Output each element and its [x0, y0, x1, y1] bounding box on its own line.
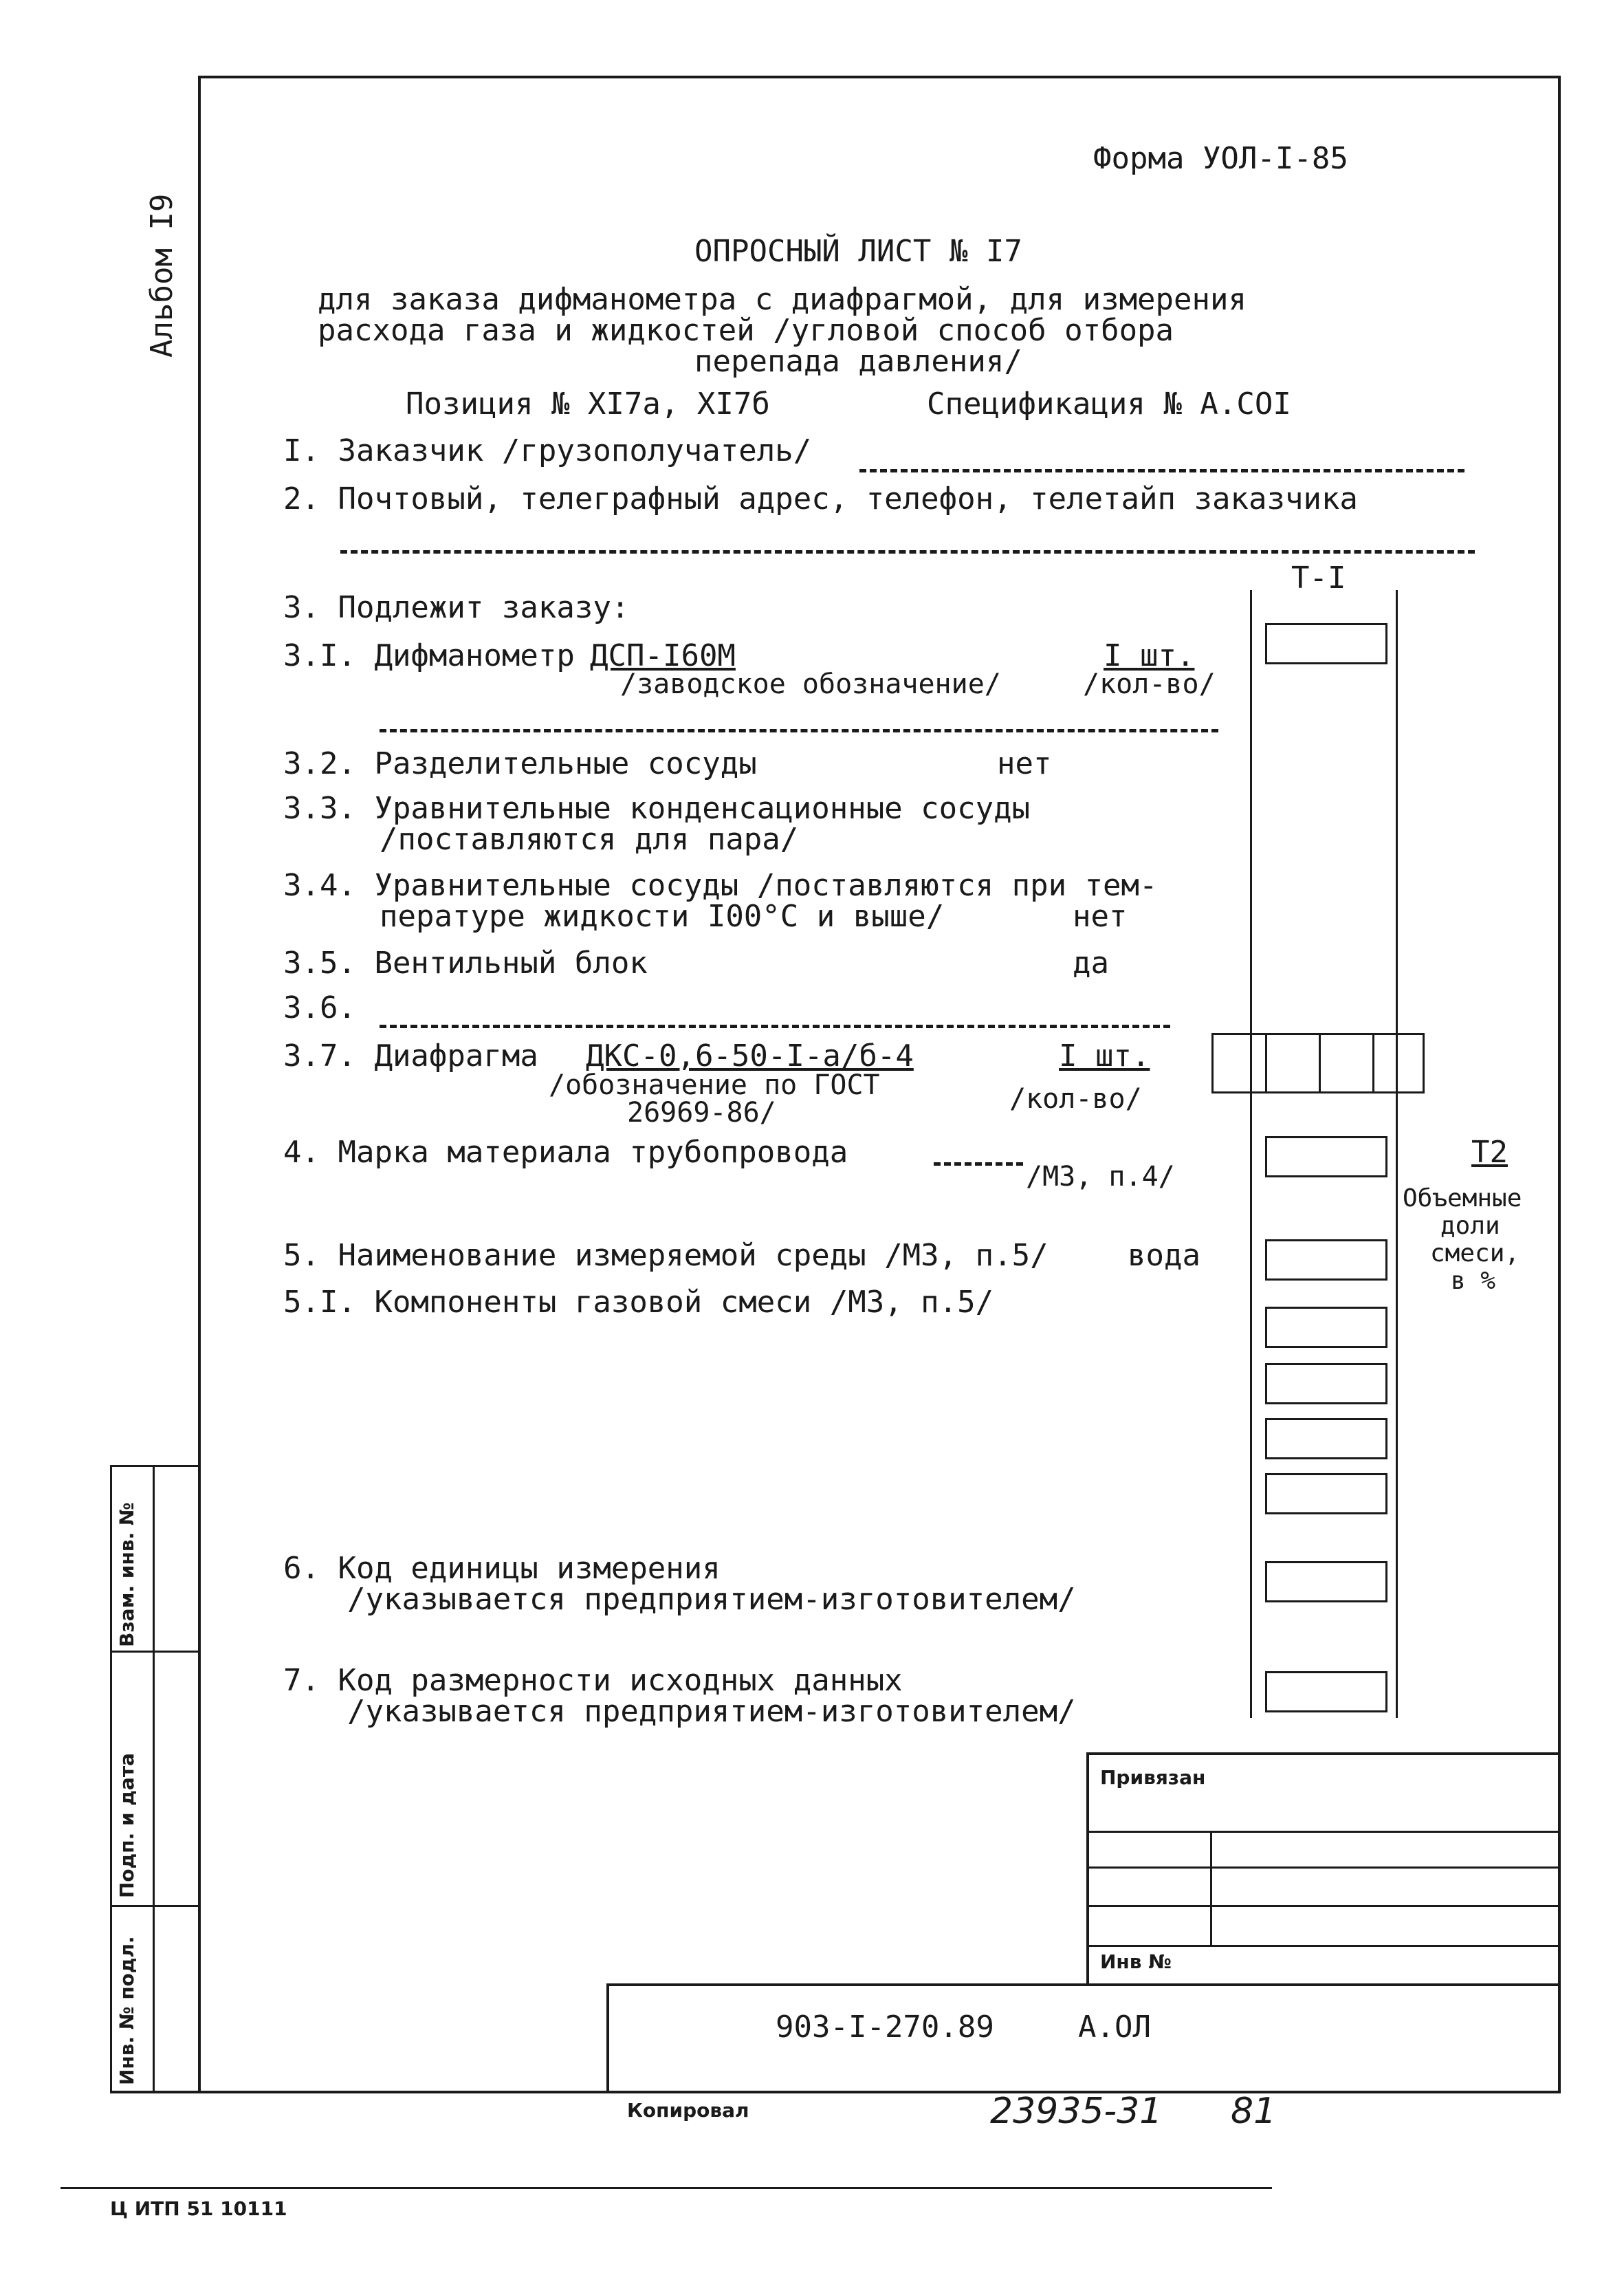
sidebar-cell-1: Взам. инв. №	[116, 1502, 138, 1647]
column-t2-note-4: в %	[1451, 1267, 1496, 1295]
sidebar-sep-1	[110, 1651, 198, 1653]
album-label: Альбом I9	[144, 193, 179, 358]
item-3-7-qty: I шт.	[1059, 1038, 1150, 1074]
item-3-1-value: ДСП-I60М	[590, 638, 736, 673]
diaphragm-block	[1211, 1033, 1425, 1093]
stamp-row-line-1	[1086, 1831, 1561, 1833]
column-box-3	[1265, 1239, 1387, 1281]
item-3-6-fill-line	[380, 1025, 1170, 1028]
item-3-label: 3. Подлежит заказу:	[283, 590, 630, 625]
item-2-fill-line	[340, 550, 1475, 554]
frame-top-border	[198, 76, 1561, 78]
diaphragm-div-3	[1372, 1033, 1374, 1093]
footer-rule	[61, 2187, 1272, 2189]
item-3-3-line-2: /поставляются для пара/	[380, 822, 799, 857]
column-box-8	[1265, 1561, 1387, 1602]
diaphragm-div-1	[1265, 1033, 1267, 1093]
item-3-1-note: /заводское обозначение/	[620, 668, 1001, 700]
stamp-row-line-3	[1086, 1905, 1561, 1907]
stamp-inv-no: Инв №	[1100, 1950, 1172, 1973]
stamp-col-line	[1210, 1831, 1212, 1945]
column-box-4	[1265, 1307, 1387, 1348]
sheet-label: А.ОЛ	[1078, 2010, 1151, 2045]
item-3-7-qty-note: /кол-во/	[1009, 1083, 1142, 1115]
stamp-row-line-4	[1086, 1945, 1561, 1947]
footer-kopiroval: Копировал	[627, 2099, 749, 2122]
item-3-3-line-1: 3.3. Уравнительные конденсационные сосуды	[283, 791, 1031, 826]
subtitle-line-1: для заказа дифманометра с диафрагмой, для измерения	[318, 282, 1247, 317]
item-7-line-1: 7. Код размерности исходных данных	[283, 1663, 903, 1698]
item-3-4-line-2: пературе жидкости I00°С и выше/	[380, 899, 945, 934]
item-3-7-label: 3.7. Диафрагма	[283, 1038, 538, 1074]
item-3-7-note-1: /обозначение по ГОСТ	[549, 1069, 880, 1101]
item-3-1-qty-note: /кол-во/	[1083, 668, 1216, 700]
sidebar-inner	[153, 1465, 155, 2091]
item-3-1-fill-line	[380, 729, 1218, 732]
item-3-1-label: 3.I. Дифманометр	[283, 638, 575, 673]
item-7-line-2: /указывается предприятием-изготовителем/	[347, 1694, 1076, 1729]
form-label: Форма УОЛ-I-85	[1093, 141, 1348, 176]
subtitle-line-2: расхода газа и жидкостей /угловой способ отбора	[318, 313, 1174, 348]
sidebar-outer-left	[110, 1465, 112, 2091]
column-box-2	[1265, 1136, 1387, 1177]
item-2-label: 2. Почтовый, телеграфный адрес, телефон, телетайп заказчика	[283, 481, 1358, 516]
item-4-note: /МЗ, п.4/	[1026, 1161, 1175, 1193]
document-code: 903-I-270.89	[776, 2010, 994, 2045]
item-1-fill-line	[859, 469, 1464, 472]
item-4-label: 4. Марка материала трубопровода	[283, 1135, 848, 1170]
item-3-7-note-2: 26969-86/	[627, 1097, 776, 1129]
footer-page-number: 81	[1231, 2091, 1277, 2132]
column-t1-label: Т-I	[1291, 560, 1346, 596]
item-6-line-2: /указывается предприятием-изготовителем/	[347, 1582, 1076, 1617]
item-5-value: вода	[1128, 1238, 1200, 1273]
column-left-line	[1250, 590, 1252, 1718]
frame-left-border	[198, 76, 201, 2093]
item-3-4-value: нет	[1073, 899, 1128, 934]
position-field: Позиция № XI7а, XI7б	[406, 387, 770, 422]
sidebar-sep-2	[110, 1905, 198, 1907]
frame-right-border	[1558, 76, 1561, 2093]
footer-tsitp: Ц ИТП 51 10111	[110, 2197, 287, 2220]
item-6-line-1: 6. Код единицы измерения	[283, 1551, 721, 1586]
subtitle-line-3: перепада давления/	[694, 344, 1022, 379]
item-3-2-value: нет	[997, 746, 1052, 781]
stamp-row-line-2	[1086, 1866, 1561, 1869]
item-5-label: 5. Наименование измеряемой среды /МЗ, п.5/	[283, 1238, 1049, 1273]
column-right-line	[1396, 590, 1398, 1718]
column-box-9	[1265, 1671, 1387, 1712]
column-box-5	[1265, 1363, 1387, 1404]
sidebar-cell-2: Подп. и дата	[116, 1752, 138, 1898]
item-3-6-label: 3.6.	[283, 990, 356, 1025]
document-title: ОПРОСНЫЙ ЛИСТ № I7	[694, 234, 1022, 269]
column-box-6	[1265, 1418, 1387, 1459]
column-t2-note-1: Объемные	[1403, 1184, 1522, 1212]
designation-block-left	[606, 1983, 609, 2093]
item-3-5-label: 3.5. Вентильный блок	[283, 946, 648, 981]
column-box-7	[1265, 1473, 1387, 1514]
column-t2-note-3: смеси,	[1430, 1239, 1520, 1267]
item-3-5-value: да	[1073, 946, 1109, 981]
item-3-7-value: ДКС-0,6-50-I-а/б-4	[586, 1038, 914, 1074]
column-t2-label: Т2	[1471, 1135, 1508, 1170]
column-t2-note-2: доли	[1440, 1212, 1500, 1240]
column-box-top	[1265, 623, 1387, 664]
item-3-2-label: 3.2. Разделительные сосуды	[283, 746, 757, 781]
sidebar-top	[110, 1465, 198, 1467]
item-4-dash	[934, 1162, 1023, 1166]
item-5-1-label: 5.I. Компоненты газовой смеси /МЗ, п.5/	[283, 1285, 994, 1320]
designation-block-top	[606, 1983, 1561, 1986]
stamp-left-line	[1086, 1752, 1089, 1986]
frame-bottom-border	[110, 2091, 1561, 2093]
footer-order-number: 23935-31	[990, 2091, 1163, 2132]
item-3-1-qty: I шт.	[1104, 638, 1195, 673]
sidebar-cell-3: Инв. № подл.	[116, 1936, 138, 2085]
stamp-top-line	[1086, 1752, 1561, 1755]
diaphragm-div-2	[1319, 1033, 1321, 1093]
stamp-privyazan: Привязан	[1100, 1766, 1206, 1789]
item-1-label: I. Заказчик /грузополучатель/	[283, 433, 812, 468]
specification-field: Спецификация № А.СОI	[927, 387, 1291, 422]
item-3-4-line-1: 3.4. Уравнительные сосуды /поставляются при тем-	[283, 868, 1158, 903]
